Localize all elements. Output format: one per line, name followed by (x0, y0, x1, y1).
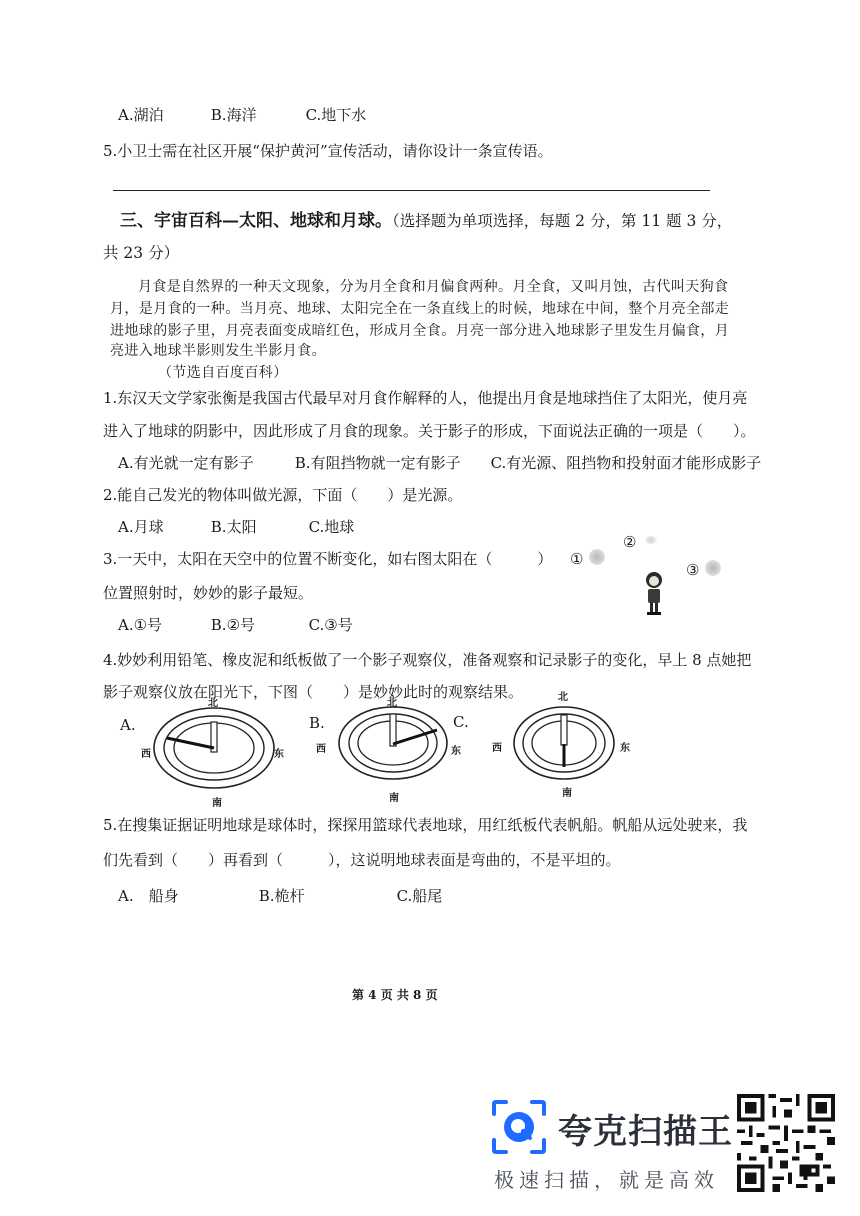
figure-a-east: 东 (274, 749, 284, 760)
prev-question-5: 5.小卫士需在社区开展“保护黄河”宣传活动，请你设计一条宣传语。 (103, 142, 553, 160)
compass-figure-a (150, 700, 280, 800)
q1-option-a: A.有光就一定有影子 (118, 454, 254, 472)
figure-c-south: 南 (562, 788, 572, 799)
q2-option-b: B.太阳 (210, 518, 257, 536)
passage-line-3: 进地球的影子里，月亮表面变成暗红色，形成月全食。月亮一部分进入地球影子里发生月偏食，月 (110, 323, 730, 339)
q1-line-2: 进入了地球的阴影中，因此形成了月食的现象。关于影子的形成，下面说法正确的一项是（ ）。 (103, 422, 756, 440)
q3-line-1: 3.一天中，太阳在天空中的位置不断变化，如右图太阳在（ ） (103, 550, 553, 568)
girl-figure-icon (640, 570, 668, 618)
prev-option-c: C.地下水 (305, 106, 367, 124)
scanner-logo-icon (490, 1098, 548, 1156)
sun-position-1-icon (589, 549, 605, 565)
figure-a-label: A. (120, 716, 136, 734)
figure-b-south: 南 (389, 793, 399, 804)
compass-figure-b (333, 700, 453, 790)
passage-line-2: 月，是月食的一种。当月亮、地球、太阳完全在一条直线上的时候，地球在中间，整个月亮全部走 (110, 301, 730, 317)
figure-c-north: 北 (558, 692, 568, 703)
sun-position-3-label: ③ (686, 561, 700, 579)
q1-option-c: C.有光源、阻挡物和投射面才能形成影子 (490, 454, 762, 472)
figure-b-east: 东 (451, 746, 461, 757)
figure-a-west: 西 (141, 749, 151, 760)
q5-option-a: A. 船身 (118, 887, 179, 905)
q3-options (118, 614, 353, 635)
section-3-note: （选择题为单项选择，每题 2 分，第 11 题 3 分， (392, 212, 733, 230)
q3-option-a: A.①号 (118, 616, 163, 634)
prev-option-a: A.湖泊 (118, 106, 164, 124)
passage-source: （节选自百度百科） (158, 365, 288, 381)
q5-line-2: 们先看到（ ）再看到（ ），这说明地球表面是弯曲的，不是平坦的。 (103, 851, 621, 869)
passage-line-1: 月食是自然界的一种天文现象，分为月全食和月偏食两种。月全食，又叫月蚀，古代叫天狗食 (138, 279, 729, 295)
figure-a-south: 南 (212, 798, 222, 809)
q4-line-1: 4.妙妙利用铅笔、橡皮泥和纸板做了一个影子观察仪，准备观察和记录影子的变化，早上 8 点她把 (103, 651, 752, 669)
section-3-note-cont: 共 23 分） (103, 244, 180, 262)
compass-figure-c (508, 700, 620, 790)
q5-line-1: 5.在搜集证据证明地球是球体时，探探用篮球代表地球，用红纸板代表帆船。帆船从远处驶来，我 (103, 816, 748, 834)
sun-position-2-icon (645, 536, 657, 544)
figure-c-label: C. (453, 713, 469, 731)
passage-line-4: 亮进入地球半影则发生半影月食。 (110, 343, 326, 359)
q1-option-b: B.有阻挡物就一定有影子 (294, 454, 461, 472)
q5-options (118, 885, 442, 906)
prev-options (118, 104, 366, 125)
sun-position-2-label: ② (623, 533, 637, 551)
figure-a-north: 北 (208, 698, 218, 709)
q1-options (118, 452, 761, 473)
figure-b-west: 西 (316, 744, 326, 755)
q1-line-1: 1.东汉天文学家张衡是我国古代最早对月食作解释的人，他提出月食是地球挡住了太阳光，使月亮 (103, 389, 748, 407)
figure-b-north: 北 (387, 698, 397, 709)
q2-option-c: C.地球 (308, 518, 355, 536)
section-3-header (120, 206, 732, 231)
q2-stem: 2.能自己发光的物体叫做光源，下面（ ）是光源。 (103, 486, 463, 504)
sun-position-1-label: ① (570, 550, 584, 568)
q2-options (118, 516, 354, 537)
section-3-title: 三、宇宙百科—太阳、地球和月球。 (120, 211, 392, 231)
qr-code-icon (736, 1094, 836, 1192)
q3-option-c: C.③号 (308, 616, 353, 634)
q2-option-a: A.月球 (118, 518, 164, 536)
page-number: 第 4 页 共 8 页 (352, 988, 438, 1002)
figure-c-east: 东 (620, 743, 630, 754)
brand-name: 夸克扫描王 (558, 1112, 733, 1152)
q3-option-b: B.②号 (210, 616, 256, 634)
figure-c-west: 西 (492, 743, 502, 754)
figure-b-label: B. (309, 714, 325, 732)
answer-line (113, 190, 710, 191)
q3-line-2: 位置照射时，妙妙的影子最短。 (103, 584, 314, 602)
prev-option-b: B.海洋 (210, 106, 257, 124)
q5-option-b: B.桅杆 (258, 887, 305, 905)
q4-line-2: 影子观察仪放在阳光下，下图（ ）是妙妙此时的观察结果。 (103, 683, 524, 701)
sun-position-3-icon (705, 560, 721, 576)
q5-option-c: C.船尾 (396, 887, 443, 905)
brand-slogan: 极速扫描，就是高效 (494, 1168, 719, 1192)
